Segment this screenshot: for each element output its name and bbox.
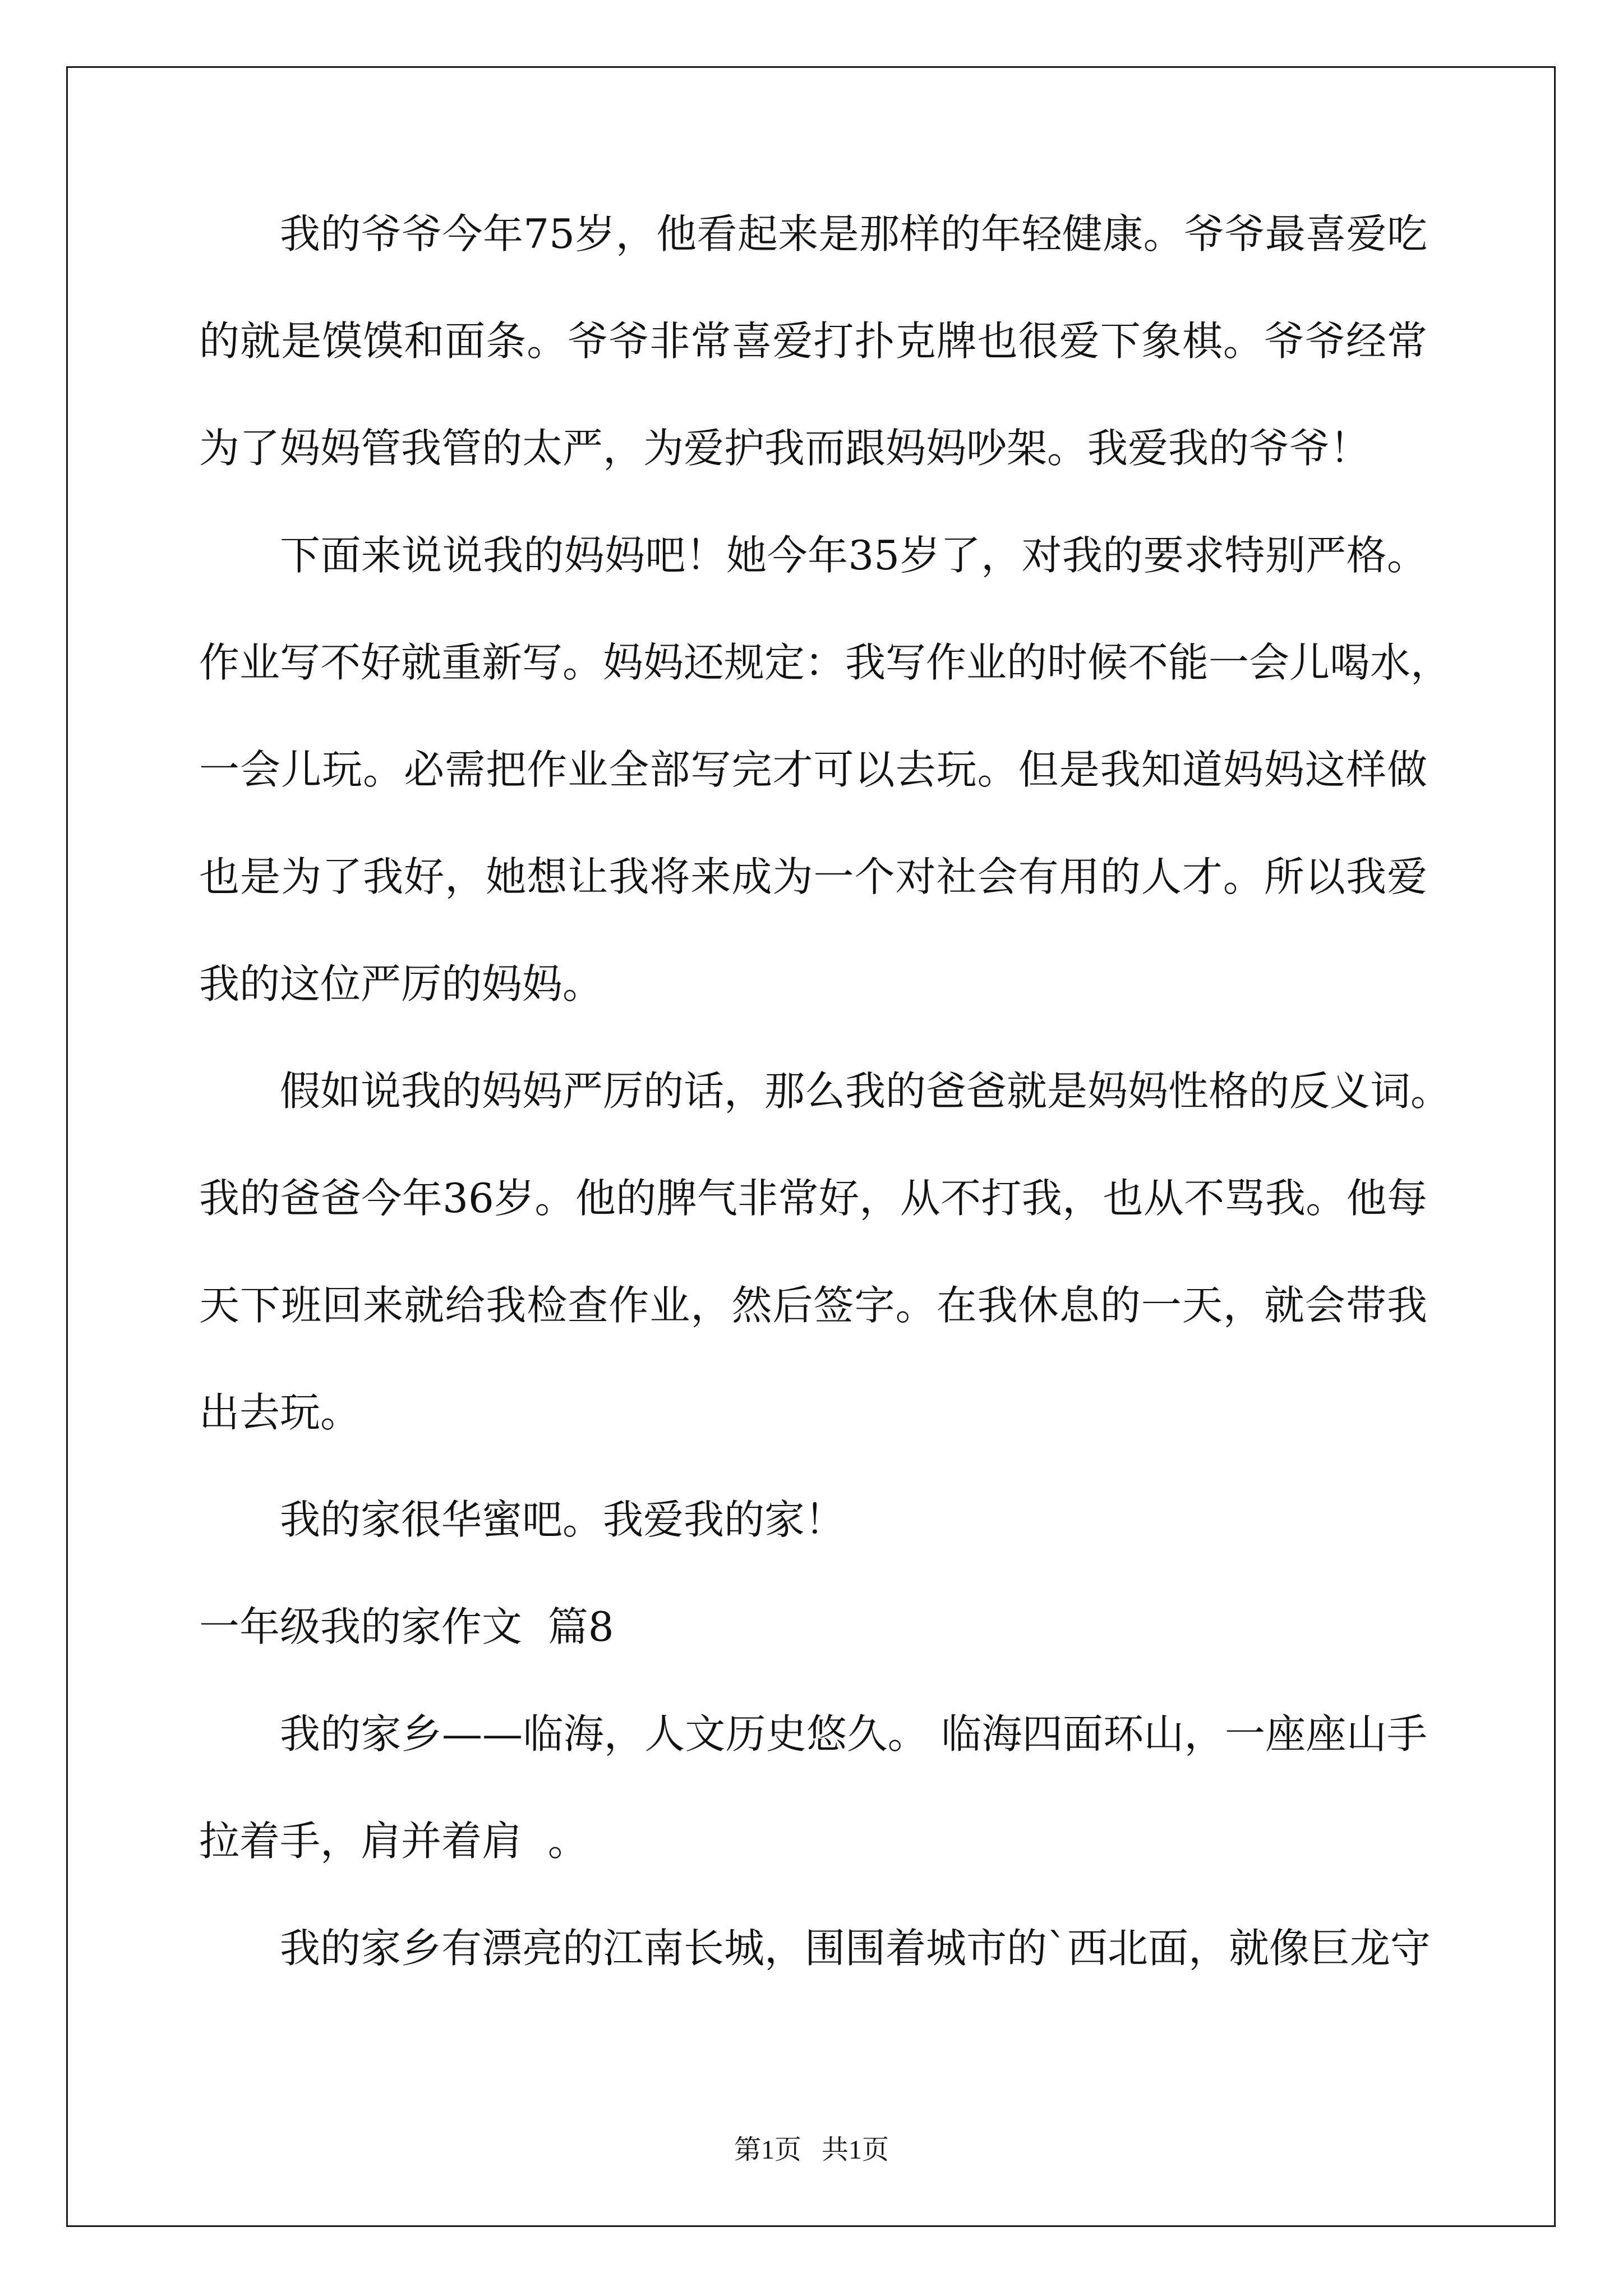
paragraph-line: 出去玩。 — [199, 1389, 361, 1436]
paragraph-line: 假如说我的妈妈严厉的话，那么我的爸爸就是妈妈性格的反义词。 — [280, 1068, 1451, 1115]
paragraph-line: 天下班回来就给我检查作业，然后签字。在我休息的一天，就会带我 — [199, 1282, 1427, 1329]
paragraph-line: 我的家乡——临海，人文历史悠久。 临海四面环山，一座座山手 — [280, 1710, 1427, 1757]
document-body — [199, 208, 1451, 2029]
paragraph-line: 一会儿玩。必需把作业全部写完才可以去玩。但是我知道妈妈这样做 — [199, 746, 1427, 793]
paragraph-line: 我的这位严厉的妈妈。 — [199, 960, 603, 1007]
paragraph-line: 我的爷爷今年75岁，他看起来是那样的年轻健康。爷爷最喜爱吃 — [280, 210, 1427, 257]
paragraph-line: 拉着手，肩并着肩 。 — [199, 1818, 588, 1865]
paragraph-line: 作业写不好就重新写。妈妈还规定：我写作业的时候不能一会儿喝水， — [199, 639, 1451, 686]
paragraph-line: 我的爸爸今年36岁。他的脾气非常好，从不打我，也从不骂我。他每 — [199, 1175, 1427, 1222]
paragraph-line: 下面来说说我的妈妈吧！她今年35岁了，对我的要求特别严格。 — [280, 532, 1427, 579]
paragraph-line: 我的家乡有漂亮的江南长城，围围着城市的`西北面，就像巨龙守 — [280, 1925, 1431, 1972]
section-heading: 一年级我的家作文 篇8 — [199, 1603, 614, 1650]
paragraph-line: 为了妈妈管我管的太严，为爱护我而跟妈妈吵架。我爱我的爷爷！ — [199, 425, 1371, 472]
paragraph-line: 我的家很华蜜吧。我爱我的家！ — [280, 1496, 846, 1543]
paragraph-line: 的就是馍馍和面条。爷爷非常喜爱打扑克牌也很爱下象棋。爷爷经常 — [199, 318, 1427, 365]
paragraph-line: 也是为了我好，她想让我将来成为一个对社会有用的人才。所以我爱 — [199, 853, 1427, 900]
page-number-footer: 第1页 共1页 — [734, 2135, 889, 2165]
